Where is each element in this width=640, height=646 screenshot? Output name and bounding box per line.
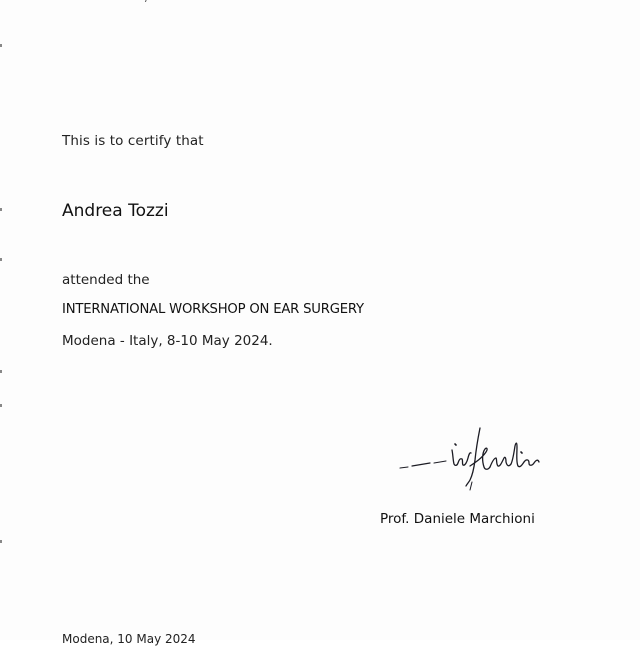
attended-label: attended the [62, 272, 150, 288]
scan-artifact-mark [145, 0, 154, 2]
margin-dot [0, 208, 2, 211]
event-location-date: Modena - Italy, 8-10 May 2024. [62, 333, 273, 349]
margin-dot [0, 44, 2, 47]
signature-icon [396, 422, 546, 494]
signatory-name: Prof. Daniele Marchioni [380, 511, 535, 527]
issue-place-date: Modena, 10 May 2024 [62, 632, 196, 646]
certify-intro-text: This is to certify that [62, 133, 204, 149]
margin-dot [0, 404, 2, 407]
margin-dot [0, 370, 2, 373]
margin-dot [0, 258, 2, 261]
event-name: INTERNATIONAL WORKSHOP ON EAR SURGERY [62, 302, 364, 317]
margin-dot [0, 540, 2, 543]
recipient-name: Andrea Tozzi [62, 201, 169, 221]
